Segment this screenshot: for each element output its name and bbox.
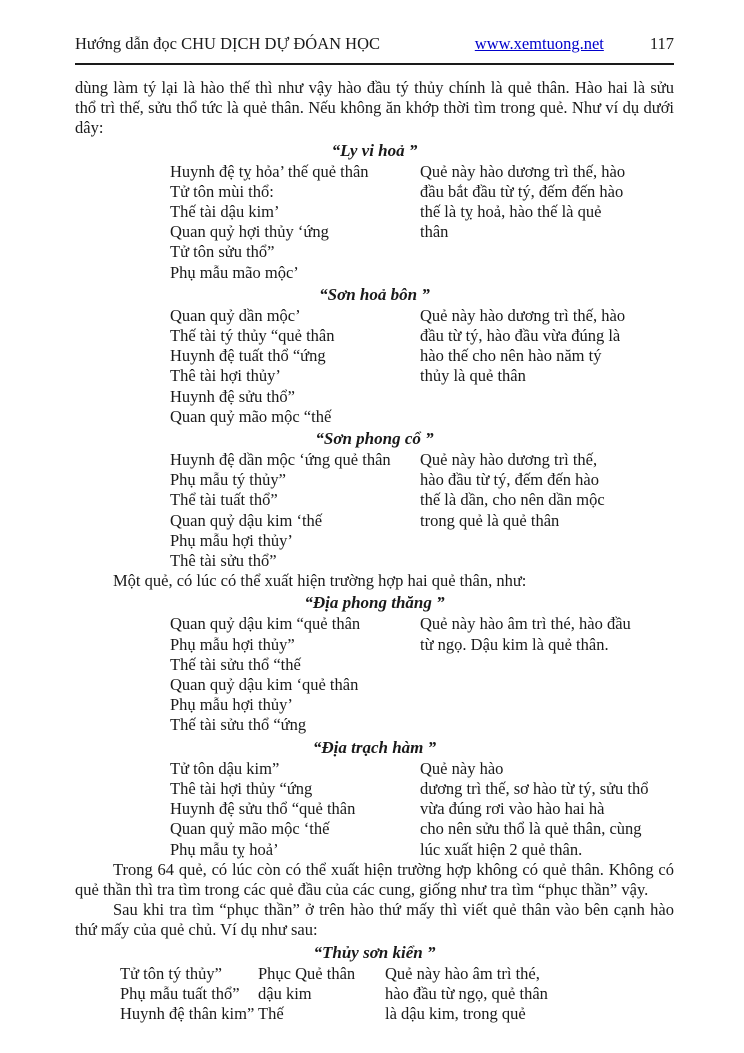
- hexagram-line: Thê tài hợi thủy “ứng: [170, 778, 313, 798]
- intro-paragraph: dùng làm tý lại là hào thế thì như vậy hào đầu tý thủy chính là quẻ thân. Hào hai là sửu thổ trì thế, sửu thổ tức là quẻ thân. Nếu không ăn khớp thời tìm trong quẻ. Như ví dụ dưới dây:: [75, 78, 674, 138]
- hexagram-line: Quan quỷ mão mộc “thế: [170, 406, 332, 426]
- explanation-column: [420, 614, 674, 735]
- explanation-line: dương trì thế, sơ hào từ tý, sửu thổ: [420, 778, 649, 798]
- hidden-spirit-column: [258, 964, 385, 1025]
- body-paragraph-2: Sau khi tra tìm “phục thần” ở trên hào thứ mấy thì viết quẻ thân vào bên cạnh hào thứ mấy của quẻ chủ. Ví dụ như sau:: [75, 900, 674, 940]
- explanation-line: đầu từ tý, hào đầu vừa đúng là: [420, 326, 621, 346]
- hexagram-lines-column: [170, 306, 420, 427]
- hexagram-line: Thê tài sửu thổ”: [170, 551, 277, 571]
- explanation-line: thân: [420, 222, 449, 242]
- explanation-line: đầu bắt đầu từ tý, đếm đến hào: [420, 181, 624, 201]
- hexagram-line: Tử tôn dậu kim”: [170, 758, 280, 778]
- hexagram-line: Thế tài sửu thổ “thế: [170, 654, 301, 674]
- hexagram-line: Quan quỷ dậu kim ‘quẻ thân: [170, 675, 359, 695]
- explanation-line: thủy là quẻ thân: [420, 366, 526, 386]
- hexagram-line: Phụ mẫu tý thủy”: [170, 470, 286, 490]
- hexagram-heading-dia-phong-thang: “Địa phong thăng ”: [304, 593, 445, 613]
- hidden-spirit-line: Thế: [258, 1003, 284, 1023]
- explanation-column: [420, 759, 674, 860]
- hexagram-line: Tử tôn sửu thổ”: [170, 242, 275, 262]
- hexagram-line: Phụ mẫu tỵ hoả’: [170, 839, 279, 859]
- hexagram-line: Tử tôn mùi thổ:: [170, 181, 274, 201]
- header-title: Hướng dẫn đọc CHU DỊCH DỰ ĐÓAN HỌC: [75, 34, 380, 53]
- hexagram-lines-column: [170, 162, 420, 283]
- page-number: 117: [649, 34, 674, 53]
- explanation-line: hào đầu từ ngọ, quẻ thân: [385, 983, 548, 1003]
- hexagram-line: Huynh đệ dần mộc ‘ứng quẻ thân: [170, 450, 391, 470]
- hexagram-line: Thế tài sửu thổ “ứng: [170, 715, 307, 735]
- hexagram-line: Huynh đệ tỵ hỏa’ thế quẻ thân: [170, 161, 369, 181]
- hexagram-heading-ly-vi-hoa: “Ly vi hoả ”: [331, 140, 418, 160]
- explanation-column: [420, 306, 674, 427]
- hexagram-line: Huynh đệ thân kim”: [120, 1003, 255, 1023]
- hexagram-section-dia-phong-thang: [75, 614, 674, 735]
- explanation-column: [420, 450, 674, 571]
- hexagram-section-son-phong-co: [75, 450, 674, 571]
- hexagram-heading-son-phong-co: “Sơn phong cổ ”: [315, 429, 434, 449]
- hexagram-lines-column: [120, 964, 258, 1025]
- hexagram-line: Quan quỷ dậu kim ‘thế: [170, 510, 323, 530]
- explanation-line: hào đầu từ tý, đếm đến hào: [420, 470, 599, 490]
- explanation-line: Quẻ này hào âm trì thé, hào đầu: [420, 614, 631, 634]
- hexagram-section-dia-trach-ham: [75, 759, 674, 860]
- explanation-line: lúc xuất hiện 2 quẻ thân.: [420, 839, 583, 859]
- explanation-line: hào thế cho nên hào năm tý: [420, 346, 602, 366]
- hexagram-line: Quan quỷ hợi thủy ‘ứng: [170, 222, 329, 242]
- explanation-line: thế là dần, cho nên dần mộc: [420, 490, 605, 510]
- explanation-line: từ ngọ. Dậu kim là quẻ thân.: [420, 634, 609, 654]
- hexagram-line: Phụ mẫu hợi thủy’: [170, 695, 293, 715]
- explanation-line: Quẻ này hào dương trì thế, hào: [420, 305, 626, 325]
- hexagram-line: Thế tài tý thủy “quẻ thân: [170, 326, 335, 346]
- hexagram-heading-son-hoa-bon: “Sơn hoả bôn ”: [319, 284, 430, 304]
- hexagram-line: Phụ mẫu tuất thổ”: [120, 983, 240, 1003]
- hexagram-lines-column: [170, 450, 420, 571]
- hexagram-section-thuy-son-kien: [75, 964, 674, 1025]
- hexagram-lines-column: [170, 759, 420, 860]
- explanation-line: Quẻ này hào dương trì thế, hào: [420, 161, 626, 181]
- page-header: [75, 34, 674, 65]
- hexagram-line: Phụ mẫu hợi thủy’: [170, 530, 293, 550]
- explanation-line: thế là tỵ hoả, hào thế là quẻ: [420, 202, 602, 222]
- hexagram-line: Tử tôn tý thủy”: [120, 963, 222, 983]
- hidden-spirit-line: Phục Quẻ thân: [258, 963, 356, 983]
- hexagram-line: Huynh đệ tuất thổ “ứng: [170, 346, 326, 366]
- note-paragraph: Một quẻ, có lúc có thể xuất hiện trường hợp hai quẻ thân, như:: [113, 571, 527, 591]
- explanation-line: là dậu kim, trong quẻ: [385, 1003, 526, 1023]
- explanation-line: cho nên sửu thổ là quẻ thân, cùng: [420, 819, 642, 839]
- hexagram-line: Huynh đệ sửu thổ”: [170, 386, 295, 406]
- hexagram-line: Quan quỷ dần mộc’: [170, 305, 301, 325]
- hidden-spirit-line: dậu kim: [258, 983, 312, 1003]
- hexagram-section-son-hoa-bon: [75, 306, 674, 427]
- hexagram-line: Thê tài hợi thủy’: [170, 366, 281, 386]
- hexagram-line: Thế tài dậu kim’: [170, 202, 280, 222]
- explanation-column: [420, 162, 674, 283]
- hexagram-line: Huynh đệ sửu thổ “quẻ thân: [170, 799, 356, 819]
- explanation-line: Quẻ này hào âm trì thé,: [385, 963, 540, 983]
- hexagram-line: Phụ mẫu hợi thủy”: [170, 634, 295, 654]
- explanation-line: vừa đúng rơi vào hào hai hà: [420, 799, 605, 819]
- hexagram-section-ly-vi-hoa: [75, 162, 674, 283]
- explanation-line: Quẻ này hào: [420, 758, 504, 778]
- hexagram-line: Quan quỷ dậu kim “quẻ thân: [170, 614, 361, 634]
- hexagram-heading-dia-trach-ham: “Địa trạch hàm ”: [312, 737, 437, 757]
- hexagram-line: Phụ mẫu mão mộc’: [170, 262, 299, 282]
- hexagram-line: Thể tài tuất thổ”: [170, 490, 278, 510]
- body-paragraph-1: Trong 64 quẻ, có lúc còn có thể xuất hiện trường hợp không có quẻ thân. Không có quẻ thần thì tra tìm trong các quẻ đầu của các cung, giống như tra tìm “phục thần” vậy.: [75, 859, 674, 899]
- hexagram-line: Quan quỷ mão mộc ‘thế: [170, 819, 330, 839]
- explanation-column: [385, 964, 674, 1025]
- explanation-line: trong quẻ là quẻ thân: [420, 510, 560, 530]
- hexagram-lines-column: [170, 614, 420, 735]
- explanation-line: Quẻ này hào dương trì thế,: [420, 450, 598, 470]
- document-content: [75, 78, 674, 1024]
- header-link[interactable]: www.xemtuong.net: [474, 34, 604, 53]
- hexagram-heading-thuy-son-kien: “Thủy sơn kiển ”: [313, 942, 436, 962]
